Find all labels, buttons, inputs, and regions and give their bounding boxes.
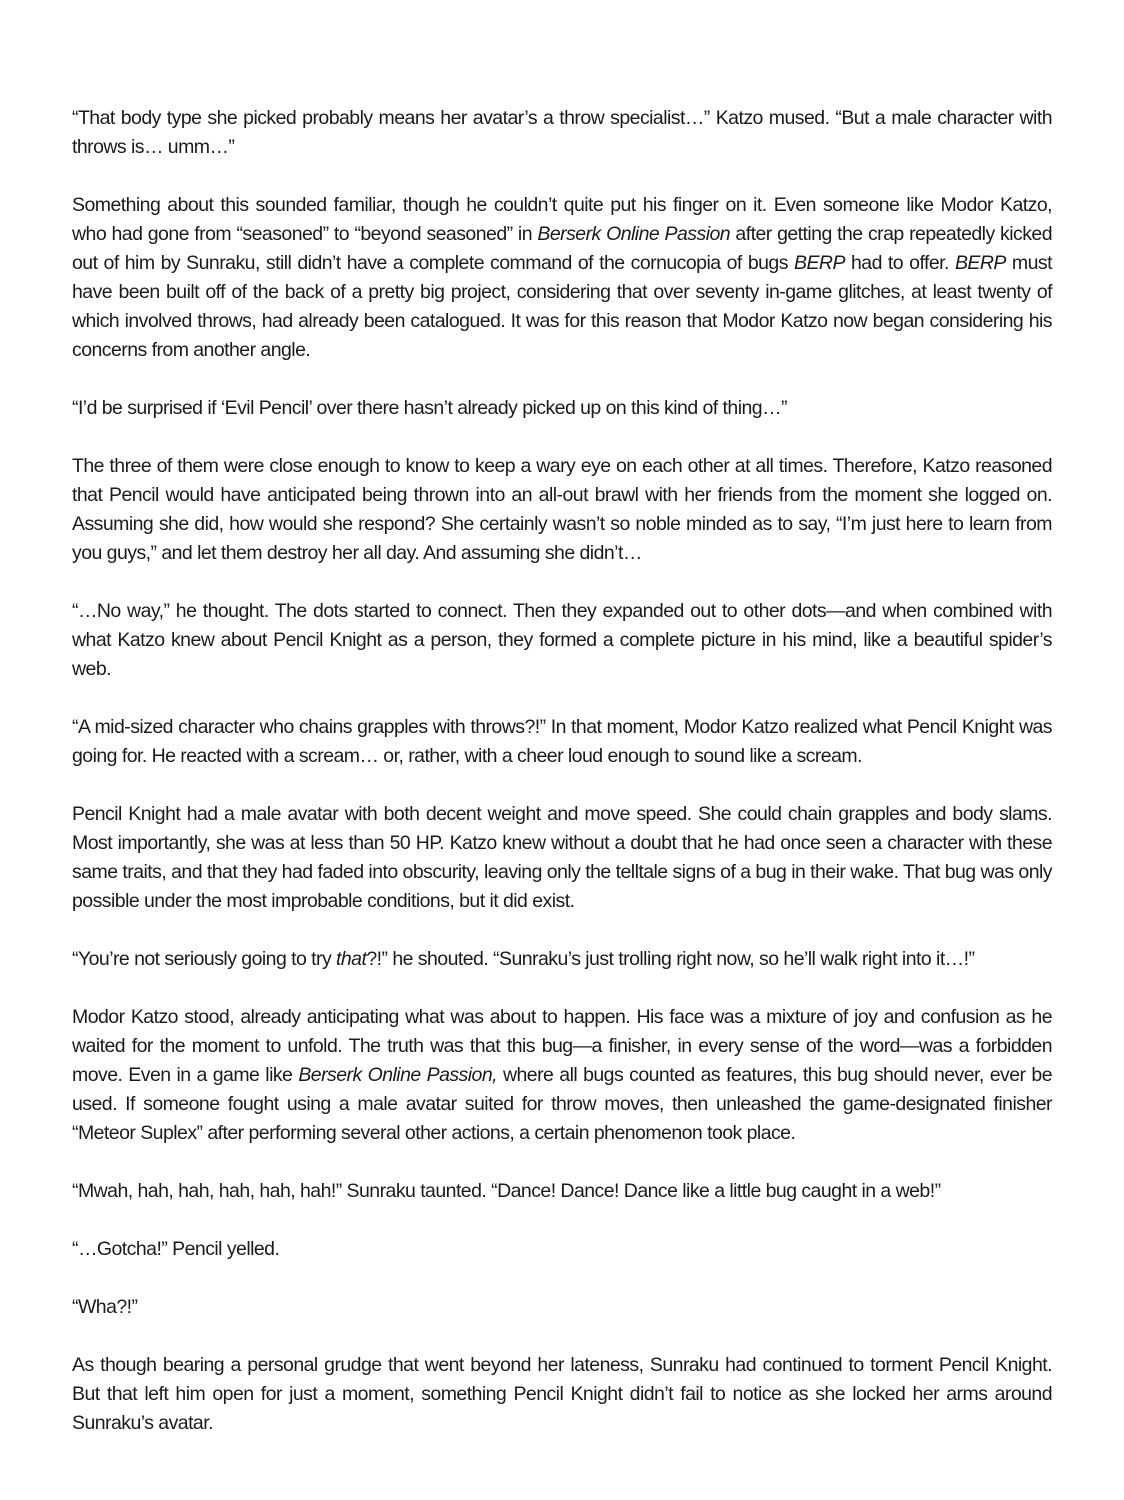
paragraph bbox=[72, 191, 1052, 365]
text-run: “…Gotcha!” Pencil yelled. bbox=[72, 1238, 280, 1260]
paragraph bbox=[72, 452, 1052, 568]
italic-text-run: Berserk Online Passion, bbox=[298, 1064, 498, 1086]
text-run: “Wha?!” bbox=[72, 1296, 138, 1318]
text-run: Modor Katzo stood, already anticipating what was about to happen. His face was a mixture of joy and confusion as he waited for the moment to unfold. The truth was that this bug—a finisher, in every sense of the word—was a forbidden move. Even in a game like bbox=[72, 1006, 1052, 1086]
paragraph bbox=[72, 1003, 1052, 1148]
text-run: The three of them were close enough to know to keep a wary eye on each other at all times. Therefore, Katzo reasoned that Pencil would have anticipated being thrown into an all-out brawl with her friends from the moment she logged on. Assuming she did, how would she respond? She certainly wasn’t so noble minded as to say, “I’m just here to learn from you guys,” and let them destroy her all day. And assuming she didn’t… bbox=[72, 455, 1052, 564]
text-run: Something about this sounded familiar, though he couldn’t quite put his finger on it. Even someone like Modor Katzo, who had gone from “seasoned” to “beyond seasoned” in bbox=[72, 194, 1052, 245]
text-run: where all bugs counted as features, this bug should never, ever be used. If someone fought using a male avatar suited for throw moves, then unleashed the game-designated finisher “Meteor Suplex” after performing several other actions, a certain phenomenon took place. bbox=[72, 1064, 1053, 1144]
paragraph bbox=[72, 945, 1052, 974]
text-run: “…No way,” he thought. The dots started to connect. Then they expanded out to other dots—and when combined with what Katzo knew about Pencil Knight as a person, they formed a complete picture in his mind, like a beautiful spider’s web. bbox=[72, 600, 1052, 680]
text-run: As though bearing a personal grudge that went beyond her lateness, Sunraku had continued to torment Pencil Knight. But that left him open for just a moment, something Pencil Knight didn’t fail to notice as she locked her arms around Sunraku’s avatar. bbox=[72, 1354, 1052, 1434]
page-body bbox=[72, 104, 1052, 1438]
paragraph bbox=[72, 713, 1052, 771]
text-run: after getting the crap repeatedly kicked out of him by Sunraku, still didn’t have a complete command of the cornucopia of bugs bbox=[72, 223, 1052, 274]
paragraph bbox=[72, 1177, 1052, 1206]
paragraph bbox=[72, 1235, 1052, 1264]
italic-text-run: BERP bbox=[954, 252, 1006, 274]
paragraph bbox=[72, 1293, 1052, 1322]
text-run: Pencil Knight had a male avatar with both decent weight and move speed. She could chain grapples and body slams. Most importantly, she was at less than 50 HP. Katzo knew without a doubt that he had once seen a character with these same traits, and that they had faded into obscurity, leaving only the telltale signs of a bug in their wake. That bug was only possible under the most improbable conditions, but it did exist. bbox=[72, 803, 1052, 912]
paragraph bbox=[72, 1351, 1052, 1438]
paragraph bbox=[72, 800, 1052, 916]
text-run: “Mwah, hah, hah, hah, hah, hah!” Sunraku taunted. “Dance! Dance! Dance like a little bug caught in a web!” bbox=[72, 1180, 941, 1202]
text-run: “I’d be surprised if ‘Evil Pencil’ over there hasn’t already picked up on this kind of thing…” bbox=[72, 397, 787, 419]
text-run: must have been built off of the back of a pretty big project, considering that over seventy in-game glitches, at least twenty of which involved throws, had already been catalogued. It was for this reason that Modor Katzo now began considering his concerns from another angle. bbox=[72, 252, 1052, 361]
paragraph bbox=[72, 597, 1052, 684]
italic-text-run: BERP bbox=[794, 252, 845, 274]
italic-text-run: Berserk Online Passion bbox=[537, 223, 731, 245]
text-run: ?!” he shouted. “Sunraku’s just trolling right now, so he’ll walk right into it…!” bbox=[366, 948, 975, 970]
text-run: “You’re not seriously going to try bbox=[72, 948, 337, 970]
italic-text-run: that bbox=[336, 948, 367, 970]
text-run: “That body type she picked probably means her avatar’s a throw specialist…” Katzo mused. “But a male character with throws is… umm…” bbox=[72, 107, 1052, 158]
paragraph bbox=[72, 394, 1052, 423]
paragraph bbox=[72, 104, 1052, 162]
text-run: had to offer. bbox=[844, 252, 955, 274]
text-run: “A mid-sized character who chains grapples with throws?!” In that moment, Modor Katzo realized what Pencil Knight was going for. He reacted with a scream… or, rather, with a cheer loud enough to sound like a scream. bbox=[72, 716, 1052, 767]
